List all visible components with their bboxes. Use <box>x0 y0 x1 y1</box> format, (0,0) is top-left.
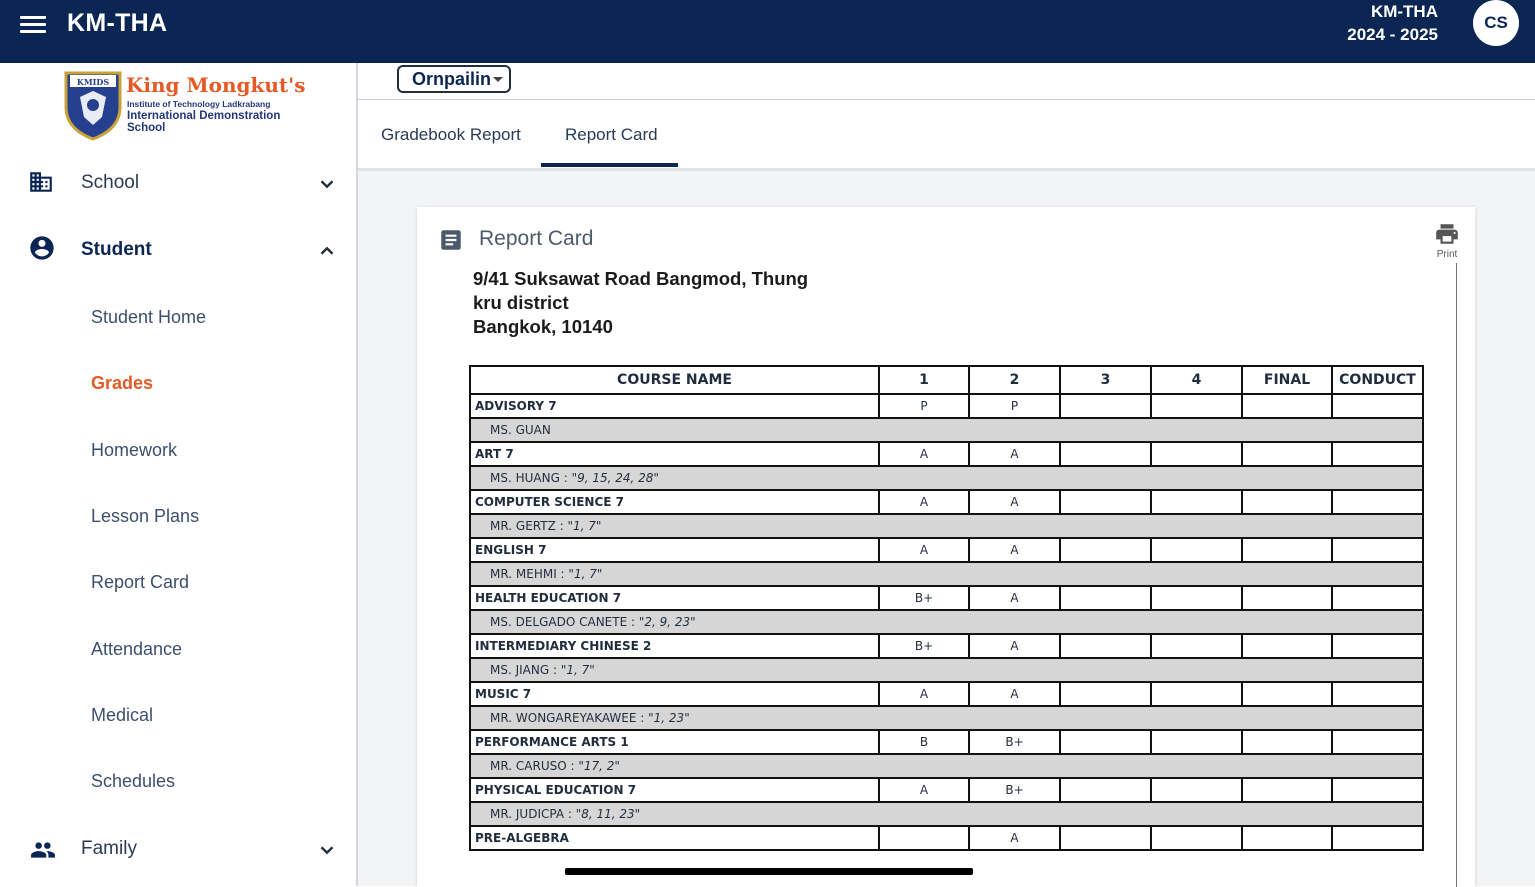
teacher-row <box>470 802 1423 826</box>
table-row <box>470 730 1423 754</box>
grade-q1-cell: B+ <box>879 634 969 658</box>
people-icon <box>28 837 58 863</box>
sidebar-item-schedules[interactable]: Schedules <box>91 771 176 791</box>
teacher-name: MS. GUAN <box>490 423 551 437</box>
building-icon <box>28 169 54 195</box>
table-row <box>470 442 1423 466</box>
table-row <box>470 586 1423 610</box>
grade-q4-cell <box>1151 586 1242 610</box>
sidebar <box>0 63 358 886</box>
address-line-1: 9/41 Suksawat Road Bangmod, Thung <box>473 268 809 289</box>
header-final: FINAL <box>1242 366 1332 394</box>
grade-q3-cell <box>1060 826 1151 850</box>
teacher-row <box>470 562 1423 586</box>
menu-icon[interactable] <box>20 12 46 34</box>
nav-school-label: School <box>81 172 140 193</box>
grade-q4-cell <box>1151 394 1242 418</box>
teacher-comment: "9, 15, 24, 28" <box>571 471 659 485</box>
grade-q4-cell <box>1151 730 1242 754</box>
grade-q2-cell: A <box>969 490 1060 514</box>
grade-q3-cell <box>1060 634 1151 658</box>
teacher-row <box>470 754 1423 778</box>
grade-q4-cell <box>1151 634 1242 658</box>
print-button[interactable] <box>1432 221 1462 261</box>
report-card-panel <box>417 207 1475 887</box>
nav-student[interactable] <box>0 222 356 278</box>
sidebar-item-student-home[interactable]: Student Home <box>91 307 207 327</box>
header-q1: 1 <box>879 366 969 394</box>
school-year: 2024 - 2025 <box>1347 25 1438 44</box>
sidebar-item-homework[interactable]: Homework <box>91 440 178 460</box>
grade-conduct-cell <box>1332 538 1423 562</box>
course-name-cell: COMPUTER SCIENCE 7 <box>470 490 879 514</box>
grade-final-cell <box>1242 538 1332 562</box>
grade-q1-cell: P <box>879 394 969 418</box>
teacher-comment: "1, 23" <box>648 711 690 725</box>
grade-q1-cell <box>879 826 969 850</box>
header-q3: 3 <box>1060 366 1151 394</box>
sidebar-item-medical[interactable]: Medical <box>91 705 154 725</box>
caret-down-icon <box>493 77 503 82</box>
teacher-comment-cell <box>470 466 1423 490</box>
chevron-down-icon <box>316 839 338 861</box>
grade-final-cell <box>1242 730 1332 754</box>
grade-final-cell <box>1242 586 1332 610</box>
tab-report-card[interactable]: Report Card <box>565 125 658 144</box>
grade-q1-cell: A <box>879 682 969 706</box>
grade-q1-cell: B <box>879 730 969 754</box>
printer-icon <box>1433 221 1461 247</box>
grade-conduct-cell <box>1332 682 1423 706</box>
header-course-name: COURSE NAME <box>470 366 879 394</box>
grade-conduct-cell <box>1332 634 1423 658</box>
table-header-row <box>470 366 1423 394</box>
grade-q1-cell: A <box>879 778 969 802</box>
card-header <box>417 207 1475 272</box>
address-line-2: kru district <box>473 292 569 313</box>
table-row <box>470 682 1423 706</box>
course-name-cell: MUSIC 7 <box>470 682 879 706</box>
header-conduct: CONDUCT <box>1332 366 1423 394</box>
teacher-name: MR. CARUSO : <box>490 759 579 773</box>
course-name-cell: HEALTH EDUCATION 7 <box>470 586 879 610</box>
school-code: KM-THA <box>1370 2 1438 21</box>
grade-final-cell <box>1242 394 1332 418</box>
course-name-cell: INTERMEDIARY CHINESE 2 <box>470 634 879 658</box>
card-title: Report Card <box>479 227 594 250</box>
grade-conduct-cell <box>1332 586 1423 610</box>
account-circle-icon <box>28 234 56 262</box>
course-name-cell: PRE-ALGEBRA <box>470 826 879 850</box>
course-name-cell: PERFORMANCE ARTS 1 <box>470 730 879 754</box>
logo-subtitle-2 <box>127 110 280 134</box>
teacher-name: MR. WONGAREYAKAWEE : <box>490 711 649 725</box>
teacher-comment-cell <box>470 610 1423 634</box>
teacher-name: MS. JIANG : <box>490 663 561 677</box>
grade-conduct-cell <box>1332 490 1423 514</box>
grade-q4-cell <box>1151 778 1242 802</box>
grade-q1-cell: A <box>879 538 969 562</box>
grade-q2-cell: B+ <box>969 778 1060 802</box>
chevron-down-icon <box>316 173 338 195</box>
teacher-comment-cell <box>470 562 1423 586</box>
teacher-comment: "2, 9, 23" <box>638 615 696 629</box>
teacher-comment-cell <box>470 418 1423 442</box>
grade-q3-cell <box>1060 586 1151 610</box>
grade-q4-cell <box>1151 682 1242 706</box>
grade-conduct-cell <box>1332 826 1423 850</box>
nav-student-label: Student <box>81 239 152 260</box>
school-crest-icon <box>62 67 124 141</box>
grade-conduct-cell <box>1332 778 1423 802</box>
table-row <box>470 826 1423 850</box>
sidebar-item-attendance[interactable]: Attendance <box>91 639 183 659</box>
teacher-comment-cell <box>470 754 1423 778</box>
grades-body <box>470 394 1423 850</box>
grade-final-cell <box>1242 682 1332 706</box>
svg-text:KMIDS: KMIDS <box>76 77 110 87</box>
teacher-name: MR. JUDICPA : <box>490 807 576 821</box>
school-year-info <box>1347 0 1438 46</box>
grade-q3-cell <box>1060 730 1151 754</box>
teacher-comment-cell <box>470 802 1423 826</box>
grade-q4-cell <box>1151 538 1242 562</box>
redaction-bar <box>565 868 973 875</box>
header-q2: 2 <box>969 366 1060 394</box>
sidebar-item-grades[interactable]: Grades <box>91 373 154 393</box>
student-selector-bar <box>358 63 1535 100</box>
address-line-3: Bangkok, 10140 <box>473 316 613 337</box>
tab-gradebook-report[interactable]: Gradebook Report <box>381 125 521 144</box>
grade-final-cell <box>1242 826 1332 850</box>
grade-q3-cell <box>1060 442 1151 466</box>
teacher-row <box>470 418 1423 442</box>
report-tabs <box>358 100 1535 171</box>
logo-title: King Mongkut's <box>126 73 306 97</box>
grade-q2-cell: A <box>969 826 1060 850</box>
grade-q3-cell <box>1060 682 1151 706</box>
grade-q2-cell: A <box>969 442 1060 466</box>
course-name-cell: ENGLISH 7 <box>470 538 879 562</box>
scroll-divider <box>1456 263 1457 887</box>
school-address <box>473 268 809 339</box>
grade-conduct-cell <box>1332 442 1423 466</box>
grade-conduct-cell <box>1332 730 1423 754</box>
teacher-name: MR. MEHMI : <box>490 567 569 581</box>
user-avatar[interactable]: CS <box>1473 0 1519 46</box>
teacher-comment-cell <box>470 658 1423 682</box>
header-q4: 4 <box>1151 366 1242 394</box>
teacher-name: MS. HUANG : <box>490 471 572 485</box>
grade-q3-cell <box>1060 490 1151 514</box>
nav-family[interactable] <box>0 821 356 877</box>
teacher-row <box>470 658 1423 682</box>
active-tab-indicator <box>541 163 678 167</box>
teacher-comment-cell <box>470 514 1423 538</box>
course-name-cell: ADVISORY 7 <box>470 394 879 418</box>
table-row <box>470 778 1423 802</box>
grade-q2-cell: A <box>969 538 1060 562</box>
document-icon <box>438 227 464 253</box>
course-name-cell: PHYSICAL EDUCATION 7 <box>470 778 879 802</box>
teacher-row <box>470 466 1423 490</box>
grade-q2-cell: A <box>969 586 1060 610</box>
logo-line-3: International Demonstration <box>127 110 281 122</box>
grade-final-cell <box>1242 442 1332 466</box>
teacher-comment: "1, 7" <box>567 519 602 533</box>
student-name: Ornpailin <box>412 69 492 89</box>
teacher-comment: "8, 11, 23" <box>575 807 641 821</box>
table-row <box>470 634 1423 658</box>
grade-final-cell <box>1242 778 1332 802</box>
grade-q1-cell: A <box>879 442 969 466</box>
grade-q4-cell <box>1151 490 1242 514</box>
sidebar-item-report-card[interactable]: Report Card <box>91 572 190 592</box>
logo-subtitle: Institute of Technology Ladkrabang <box>127 99 271 109</box>
top-app-bar <box>0 0 1535 63</box>
school-logo <box>60 67 306 143</box>
teacher-comment: "1, 7" <box>568 567 603 581</box>
grade-q3-cell <box>1060 538 1151 562</box>
grade-q2-cell: A <box>969 634 1060 658</box>
chevron-up-icon <box>316 240 338 262</box>
course-name-cell: ART 7 <box>470 442 879 466</box>
sidebar-item-lesson-plans[interactable]: Lesson Plans <box>91 506 200 526</box>
grade-q1-cell: A <box>879 490 969 514</box>
teacher-row <box>470 706 1423 730</box>
teacher-name: MR. GERTZ : <box>490 519 568 533</box>
table-row <box>470 394 1423 418</box>
grade-q3-cell <box>1060 778 1151 802</box>
teacher-row <box>470 514 1423 538</box>
nav-school[interactable] <box>0 155 356 211</box>
grade-q3-cell <box>1060 394 1151 418</box>
main-content <box>358 63 1535 886</box>
teacher-name: MS. DELGADO CANETE : <box>490 615 639 629</box>
table-row <box>470 538 1423 562</box>
nav-family-label: Family <box>81 838 137 859</box>
student-selector-dropdown[interactable] <box>397 65 511 93</box>
grades-table <box>469 365 1424 851</box>
grade-q1-cell: B+ <box>879 586 969 610</box>
logo-line-4: School <box>127 122 166 134</box>
print-label: Print <box>1436 249 1458 260</box>
grade-conduct-cell <box>1332 394 1423 418</box>
grade-final-cell <box>1242 490 1332 514</box>
teacher-row <box>470 610 1423 634</box>
grade-final-cell <box>1242 634 1332 658</box>
grade-q2-cell: B+ <box>969 730 1060 754</box>
teacher-comment-cell <box>470 706 1423 730</box>
grade-q4-cell <box>1151 442 1242 466</box>
teacher-comment: "1, 7" <box>560 663 595 677</box>
grade-q4-cell <box>1151 826 1242 850</box>
table-row <box>470 490 1423 514</box>
teacher-comment: "17, 2" <box>578 759 620 773</box>
app-title: KM-THA <box>67 9 168 37</box>
grade-q2-cell: A <box>969 682 1060 706</box>
grade-q2-cell: P <box>969 394 1060 418</box>
